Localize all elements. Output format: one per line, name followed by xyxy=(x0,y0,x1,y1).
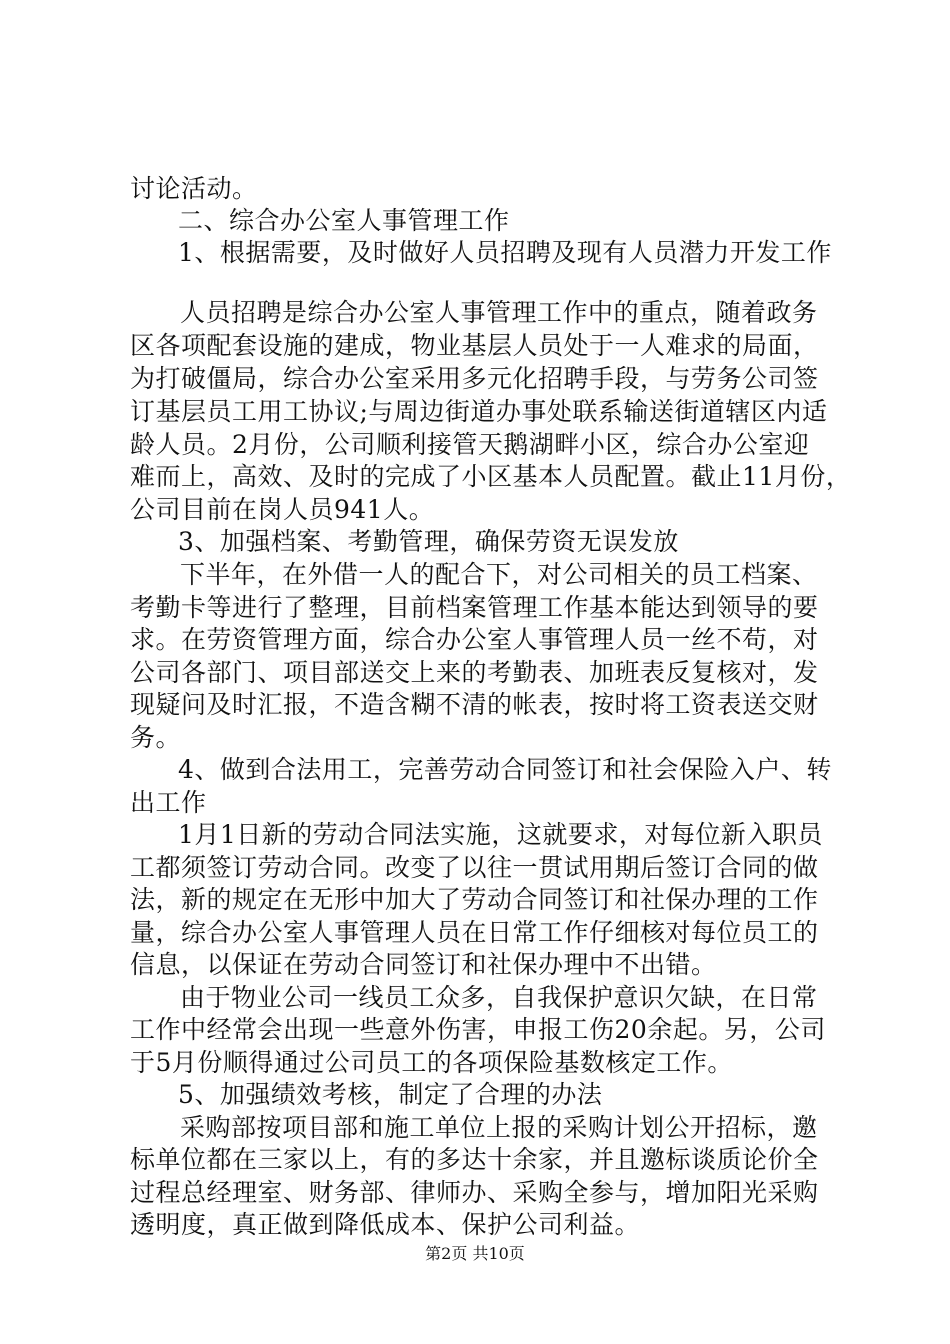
text-line: 采购部按项目部和施工单位上报的采购计划公开招标，邀 xyxy=(180,1113,818,1142)
text-line: 难而上，高效、及时的完成了小区基本人员配置。截止11月份， xyxy=(130,462,852,491)
text-line: 求。在劳资管理方面，综合办公室人事管理人员一丝不苟，对 xyxy=(130,625,819,654)
text-line: 讨论活动。 xyxy=(130,174,258,203)
text-line: 透明度，真正做到降低成本、保护公司利益。 xyxy=(130,1210,641,1239)
text-line: 订基层员工用工协议;与周边街道办事处联系输送街道辖区内适 xyxy=(130,397,828,426)
text-line: 公司目前在岗人员941人。 xyxy=(130,495,435,524)
subsection-heading: 3、加强档案、考勤管理，确保劳资无误发放 xyxy=(178,527,679,556)
text-line: 工作中经常会出现一些意外伤害，申报工伤20余起。另，公司 xyxy=(130,1015,826,1044)
subsection-heading: 4、做到合法用工，完善劳动合同签订和社会保险入户、转 xyxy=(178,755,832,784)
text-line: 人员招聘是综合办公室人事管理工作中的重点，随着政务 xyxy=(180,298,818,327)
text-line: 考勤卡等进行了整理，目前档案管理工作基本能达到领导的要 xyxy=(130,593,819,622)
text-line: 由于物业公司一线员工众多，自我保护意识欠缺，在日常 xyxy=(180,983,818,1012)
text-line: 为打破僵局，综合办公室采用多元化招聘手段，与劳务公司签 xyxy=(130,364,819,393)
text-line: 1月1日新的劳动合同法实施，这就要求，对每位新入职员 xyxy=(178,820,823,849)
text-line: 下半年，在外借一人的配合下，对公司相关的员工档案、 xyxy=(180,560,818,589)
text-line: 出工作 xyxy=(130,788,207,817)
text-line: 公司各部门、项目部送交上来的考勤表、加班表反复核对，发 xyxy=(130,658,819,687)
subsection-heading: 1、根据需要，及时做好人员招聘及现有人员潜力开发工作 xyxy=(178,238,832,267)
text-line: 工都须签订劳动合同。改变了以往一贯试用期后签订合同的做 xyxy=(130,853,819,882)
text-line: 龄人员。2月份，公司顺利接管天鹅湖畔小区，综合办公室迎 xyxy=(130,430,810,459)
subsection-heading: 5、加强绩效考核，制定了合理的办法 xyxy=(178,1080,603,1109)
page-number-footer: 第2页 共10页 xyxy=(425,1244,525,1263)
text-line: 区各项配套设施的建成，物业基层人员处于一人难求的局面， xyxy=(130,331,819,360)
text-line: 量，综合办公室人事管理人员在日常工作仔细核对每位员工的 xyxy=(130,918,819,947)
text-line: 法，新的规定在无形中加大了劳动合同签订和社保办理的工作 xyxy=(130,885,819,914)
section-heading: 二、综合办公室人事管理工作 xyxy=(178,206,510,235)
text-line: 于5月份顺得通过公司员工的各项保险基数核定工作。 xyxy=(130,1048,733,1077)
text-line: 信息，以保证在劳动合同签订和社保办理中不出错。 xyxy=(130,950,717,979)
text-line: 标单位都在三家以上，有的多达十余家，并且邀标谈质论价全 xyxy=(130,1145,819,1174)
text-line: 现疑问及时汇报，不造含糊不清的帐表，按时将工资表送交财 xyxy=(130,690,819,719)
text-line: 务。 xyxy=(130,723,182,752)
text-line: 过程总经理室、财务部、律师办、采购全参与，增加阳光采购 xyxy=(130,1178,819,1207)
